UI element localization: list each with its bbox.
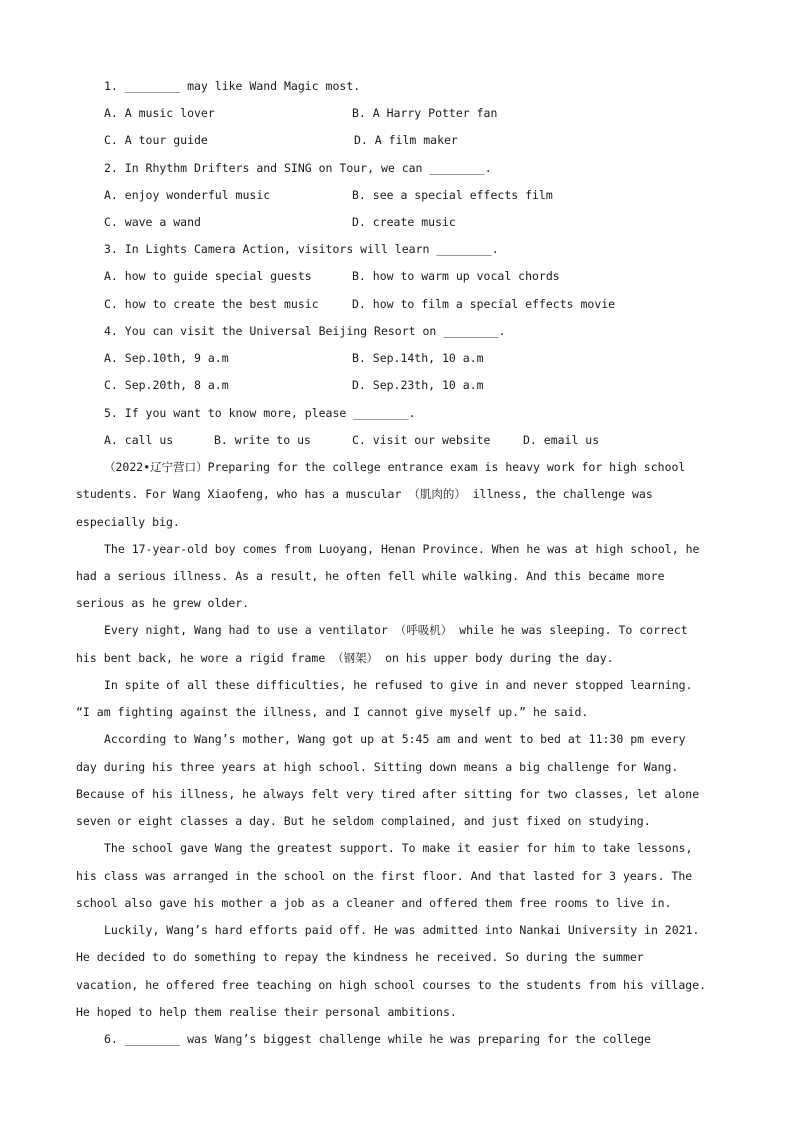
question-3-option-d: D. how to film a special effects movie (352, 297, 616, 311)
passage-line: Luckily, Wang’s hard efforts paid off. He was admitted into Nankai University in 2021. (104, 923, 700, 937)
passage-line: Because of his illness, he always felt very tired after sitting for two classes, let alone (76, 787, 700, 801)
question-4-stem: 4. You can visit the Universal Beijing Resort on ________. (104, 324, 506, 338)
question-2-option-c: C. wave a wand (104, 215, 201, 229)
question-1-stem: 1. ________ may like Wand Magic most. (104, 79, 361, 93)
passage-line: He hoped to help them realise their personal ambitions. (76, 1005, 457, 1019)
question-4-option-b: B. Sep.14th, 10 a.m (352, 351, 484, 365)
question-2-option-a: A. enjoy wonderful music (104, 188, 271, 202)
passage-line: He decided to do something to repay the kindness he received. So during the summer (76, 950, 644, 964)
question-1-option-c: C. A tour guide (104, 133, 208, 147)
passage-line: Every night, Wang had to use a ventilator （呼吸机） while he was sleeping. To correct (104, 623, 688, 637)
passage-line: his bent back, he wore a rigid frame （钢架） on his upper body during the day. (76, 651, 614, 665)
passage-line: his class was arranged in the school on the first floor. And that lasted for 3 years. The (76, 869, 693, 883)
question-2-option-d: D. create music (352, 215, 456, 229)
question-5-option-c: C. visit our website (352, 433, 491, 447)
passage-line: The school gave Wang the greatest support. To make it easier for him to take lessons, (104, 841, 693, 855)
question-5-option-d: D. email us (523, 433, 600, 447)
passage-line: seven or eight classes a day. But he seldom complained, and just fixed on studying. (76, 814, 651, 828)
passage-line: especially big. (76, 515, 180, 529)
question-5-option-b: B. write to us (214, 433, 311, 447)
passage-line: vacation, he offered free teaching on high school courses to the students from his village. (76, 978, 707, 992)
passage-line: serious as he grew older. (76, 596, 250, 610)
question-3-option-c: C. how to create the best music (104, 297, 319, 311)
question-3-option-a: A. how to guide special guests (104, 269, 312, 283)
passage-line: According to Wang’s mother, Wang got up at 5:45 am and went to bed at 11:30 pm every (104, 732, 686, 746)
passage-line: “I am fighting against the illness, and I cannot give myself up.” he said. (76, 705, 589, 719)
question-4-option-c: C. Sep.20th, 8 a.m (104, 378, 229, 392)
question-2-option-b: B. see a special effects film (352, 188, 553, 202)
question-4-option-d: D. Sep.23th, 10 a.m (352, 378, 484, 392)
question-6-stem: 6. ________ was Wang’s biggest challenge while he was preparing for the college (104, 1032, 651, 1046)
passage-line: day during his three years at high school. Sitting down means a big challenge for Wang. (76, 760, 679, 774)
question-5-stem: 5. If you want to know more, please ________. (104, 406, 416, 420)
question-3-stem: 3. In Lights Camera Action, visitors will learn ________. (104, 242, 499, 256)
question-3-option-b: B. how to warm up vocal chords (352, 269, 560, 283)
passage-line: students. For Wang Xiaofeng, who has a muscular （肌肉的） illness, the challenge was (76, 487, 653, 501)
question-2-stem: 2. In Rhythm Drifters and SING on Tour, we can ________. (104, 161, 492, 175)
passage-line: had a serious illness. As a result, he often fell while walking. And this became more (76, 569, 665, 583)
passage-line: In spite of all these difficulties, he refused to give in and never stopped learning. (104, 678, 693, 692)
question-1-option-b: B. A Harry Potter fan (352, 106, 498, 120)
passage-line: The 17-year-old boy comes from Luoyang, Henan Province. When he was at high school, he (104, 542, 700, 556)
passage-line: school also gave his mother a job as a cleaner and offered them free rooms to live in. (76, 896, 672, 910)
passage-line: （2022•辽宁营口）Preparing for the college entrance exam is heavy work for high school (104, 460, 686, 474)
question-1-option-a: A. A music lover (104, 106, 215, 120)
question-5-option-a: A. call us (104, 433, 174, 447)
question-4-option-a: A. Sep.10th, 9 a.m (104, 351, 229, 365)
question-1-option-d: D. A film maker (354, 133, 458, 147)
